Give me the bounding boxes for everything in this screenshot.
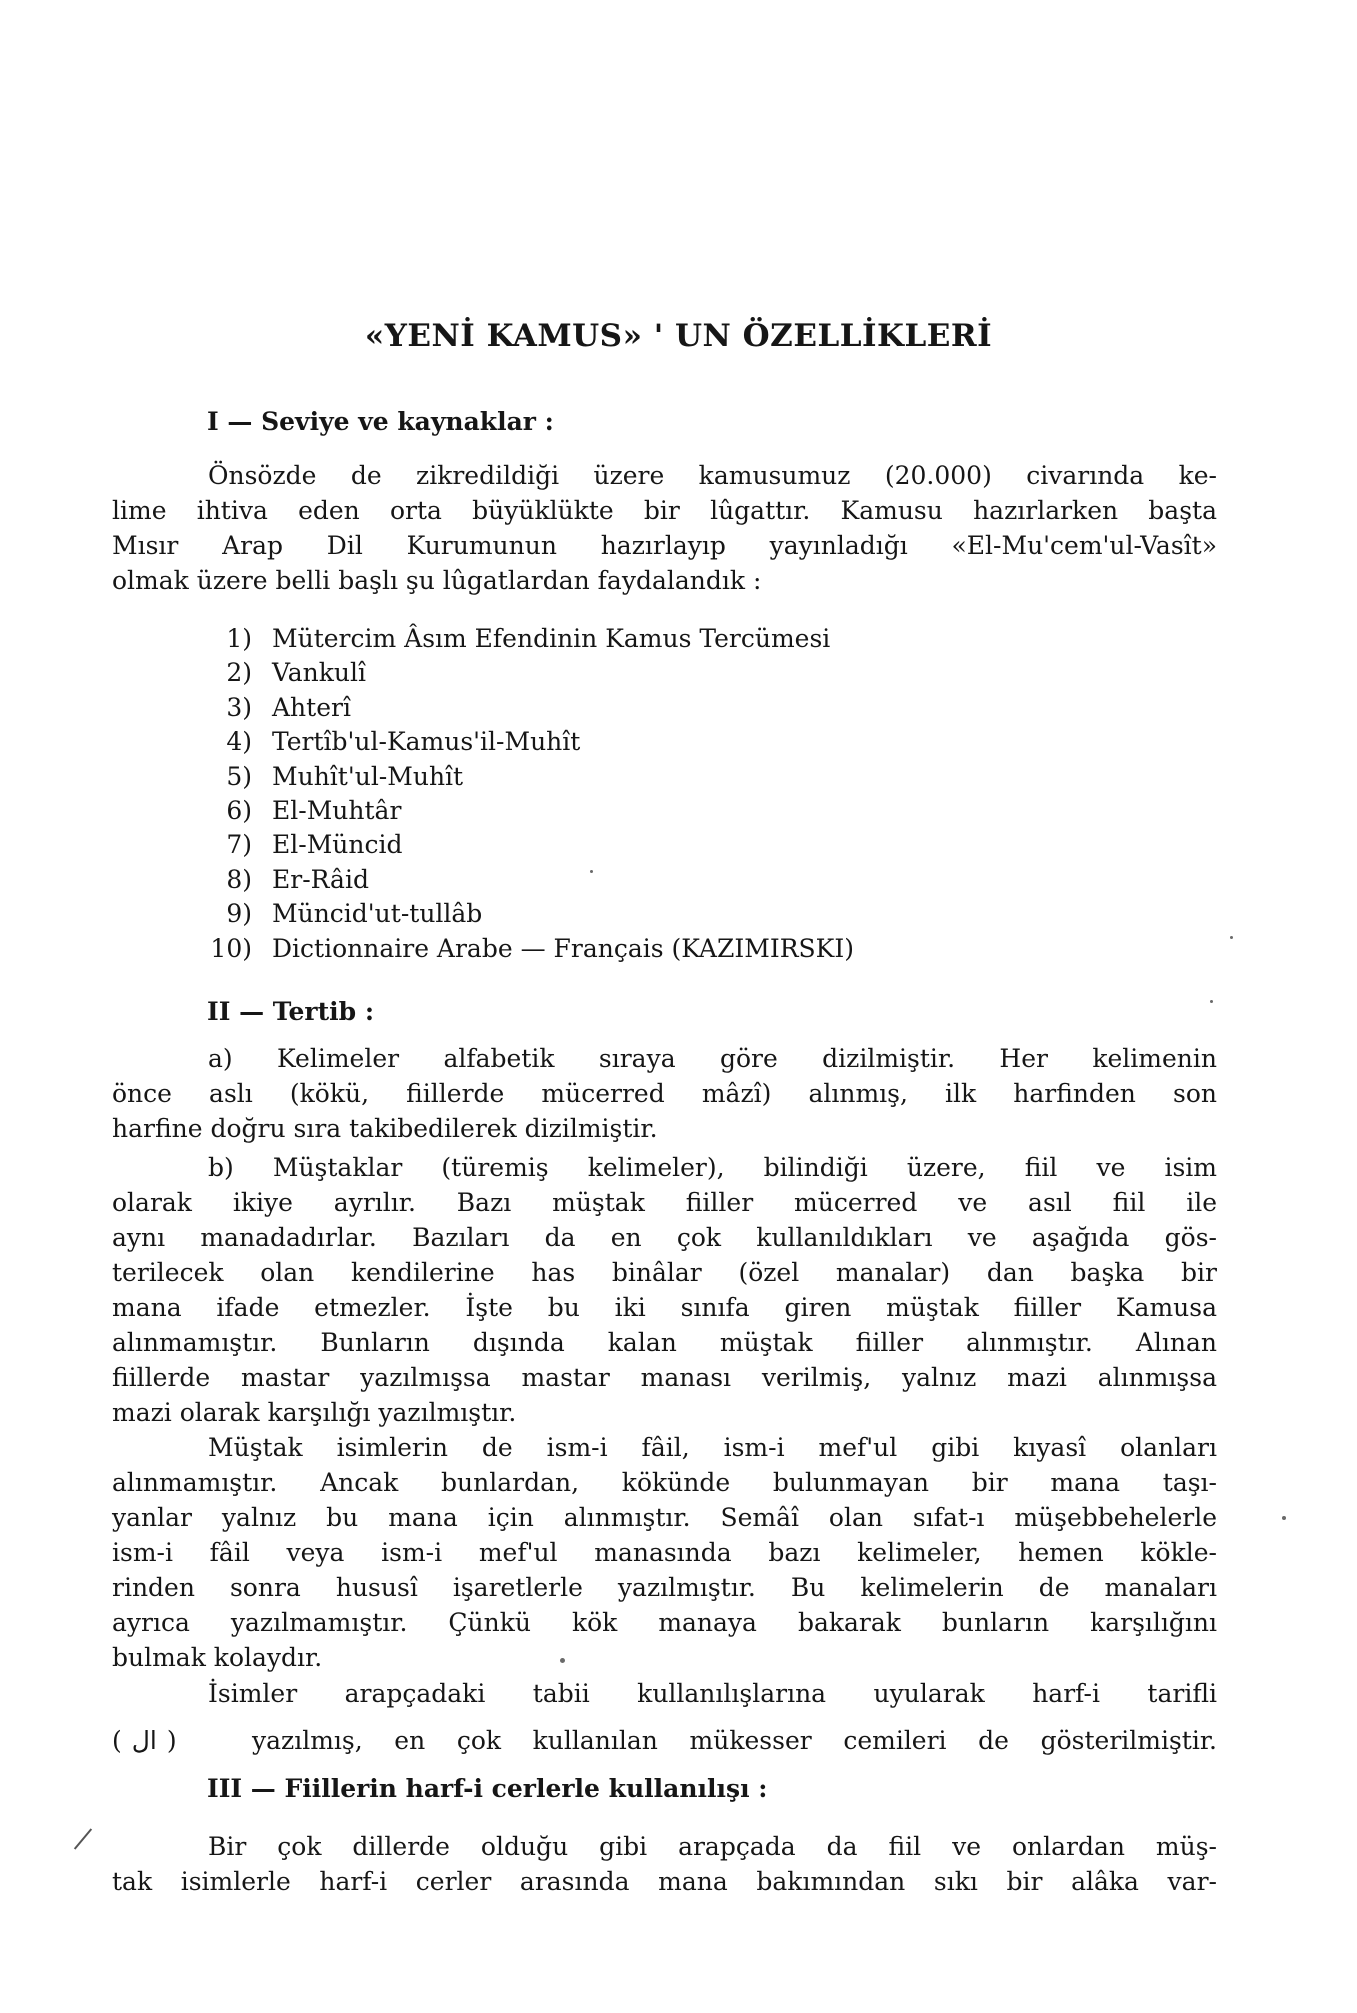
list-number: 4) — [226, 727, 252, 757]
list-number: 9) — [226, 899, 252, 929]
text-line: lime ihtiva eden orta büyüklükte bir lûgattır. Kamusu hazırlarken başta — [112, 496, 1217, 525]
list-number: 6) — [226, 795, 252, 825]
text-line: b) Müştaklar (türemiş kelimeler), bilindiği üzere, fiil ve isim — [208, 1153, 1217, 1182]
open-paren: ( — [112, 1726, 122, 1755]
list-item — [196, 760, 854, 794]
list-item — [196, 828, 854, 862]
text-line: bulmak kolaydır. — [112, 1643, 323, 1672]
text-line: ayrıca yazılmamıştır. Çünkü kök manaya bakarak bunların karşılığını — [112, 1608, 1217, 1637]
section-heading-verbs-prepositions: III — Fiillerin harf-i cerlerle kullanılışı : — [207, 1774, 768, 1803]
text-line: olarak ikiye ayrılır. Bazı müştak fiiller mücerred ve asıl fiil ile — [112, 1188, 1217, 1217]
text-line: mazi olarak karşılığı yazılmıştır. — [112, 1398, 517, 1427]
scan-mark — [74, 1828, 92, 1849]
list-item — [196, 932, 854, 966]
scan-speck — [590, 870, 593, 873]
text-line: Bir çok dillerde olduğu gibi arapçada da fiil ve onlardan müş- — [208, 1832, 1217, 1861]
paragraph-intro — [112, 458, 1217, 598]
text-line: İsimler arapçadaki tabii kullanılışlarına uyularak harf-i tarifli — [208, 1679, 1217, 1708]
paragraph-a — [112, 1041, 1217, 1146]
list-number: 1) — [226, 624, 252, 653]
list-number: 7) — [226, 830, 252, 860]
list-text: Mütercim Âsım Efendinin Kamus Tercümesi — [272, 624, 831, 653]
text-line: fiillerde mastar yazılmışsa mastar manası verilmiş, yalnız mazi alınmışsa — [112, 1363, 1217, 1392]
paragraph-c — [112, 1430, 1217, 1675]
scan-speck — [1210, 1000, 1213, 1003]
list-text: Tertîb'ul-Kamus'il-Muhît — [272, 727, 581, 757]
text-line: a) Kelimeler alfabetik sıraya göre dizilmiştir. Her kelimenin — [208, 1044, 1217, 1073]
list-item — [196, 725, 854, 759]
text-line: tak isimlerle harf-i cerler arasında mana bakımından sıkı bir alâka var- — [112, 1867, 1217, 1896]
text-line: Mısır Arap Dil Kurumunun hazırlayıp yayınladığı «El-Mu'cem'ul-Vasît» — [112, 531, 1217, 560]
paragraph-d-arabic-line — [112, 1723, 1217, 1759]
text-line: terilecek olan kendilerine has binâlar (özel manalar) dan başka bir — [112, 1258, 1217, 1287]
text-line: harfine doğru sıra takibedilerek dizilmiştir. — [112, 1114, 658, 1143]
list-text: Ahterî — [272, 692, 351, 722]
list-item — [196, 622, 854, 656]
page-title: «YENİ KAMUS» ' UN ÖZELLİKLERİ — [364, 318, 993, 354]
text-line: ism-i fâil veya ism-i mef'ul manasında bazı kelimeler, hemen kökle- — [112, 1538, 1217, 1567]
text-line: Önsözde de zikredildiği üzere kamusumuz (20.000) civarında ke- — [208, 461, 1217, 490]
scan-speck — [1282, 1516, 1286, 1520]
list-item — [196, 863, 854, 897]
list-item — [196, 794, 854, 828]
sources-list — [196, 622, 854, 966]
text-line: Müştak isimlerin de ism-i fâil, ism-i mef'ul gibi kıyasî olanları — [208, 1433, 1217, 1462]
text-line: olmak üzere belli başlı şu lûgatlardan faydalandık : — [112, 566, 762, 595]
list-text: Er-Râid — [272, 864, 369, 894]
text-line: aynı manadadırlar. Bazıları da en çok kullanıldıkları ve aşağıda gös- — [112, 1223, 1217, 1252]
text-line: mana ifade etmezler. İşte bu iki sınıfa giren müştak fiiller Kamusa — [112, 1293, 1217, 1322]
paragraph-verbs — [112, 1829, 1217, 1899]
scan-speck — [1230, 936, 1233, 939]
arabic-article — [112, 1723, 177, 1759]
list-text: Vankulî — [272, 658, 367, 688]
list-text: Dictionnaire Arabe — Français (KAZIMIRSKI) — [272, 933, 854, 963]
section-heading-levels-sources: I — Seviye ve kaynaklar : — [207, 407, 554, 436]
list-item — [196, 897, 854, 931]
scan-speck — [560, 1658, 565, 1663]
text-line: alınmamıştır. Ancak bunlardan, kökünde bulunmayan bir mana taşı- — [112, 1468, 1217, 1497]
list-number: 3) — [226, 692, 252, 722]
text-line: rinden sonra hususî işaretlerle yazılmıştır. Bu kelimelerin de manaları — [112, 1573, 1217, 1602]
text-line: yanlar yalnız bu mana için alınmıştır. Semâî olan sıfat-ı müşebbehelerle — [112, 1503, 1217, 1532]
list-text: Muhît'ul-Muhît — [272, 761, 464, 791]
list-number: 10) — [210, 933, 252, 963]
list-text: El-Müncid — [272, 830, 403, 860]
list-item — [196, 691, 854, 725]
close-paren: ) — [166, 1726, 177, 1755]
list-number: 5) — [226, 761, 252, 791]
text-line: alınmamıştır. Bunların dışında kalan müştak fiiller alınmıştır. Alınan — [112, 1328, 1217, 1357]
list-number: 2) — [226, 658, 252, 688]
list-text: El-Muhtâr — [272, 795, 402, 825]
text-line: önce aslı (kökü, fiillerde mücerred mâzî) alınmış, ilk harfinden son — [112, 1079, 1217, 1108]
paragraph-b — [112, 1150, 1217, 1430]
section-heading-order: II — Tertib : — [207, 997, 375, 1026]
list-number: 8) — [226, 864, 252, 894]
text-line: yazılmış, en çok kullanılan mükesser cemileri de gösterilmiştir. — [252, 1726, 1217, 1755]
list-item — [196, 656, 854, 690]
arabic-definite-article: ال — [131, 1726, 157, 1755]
paragraph-d — [112, 1676, 1217, 1711]
list-text: Müncid'ut-tullâb — [272, 899, 483, 929]
